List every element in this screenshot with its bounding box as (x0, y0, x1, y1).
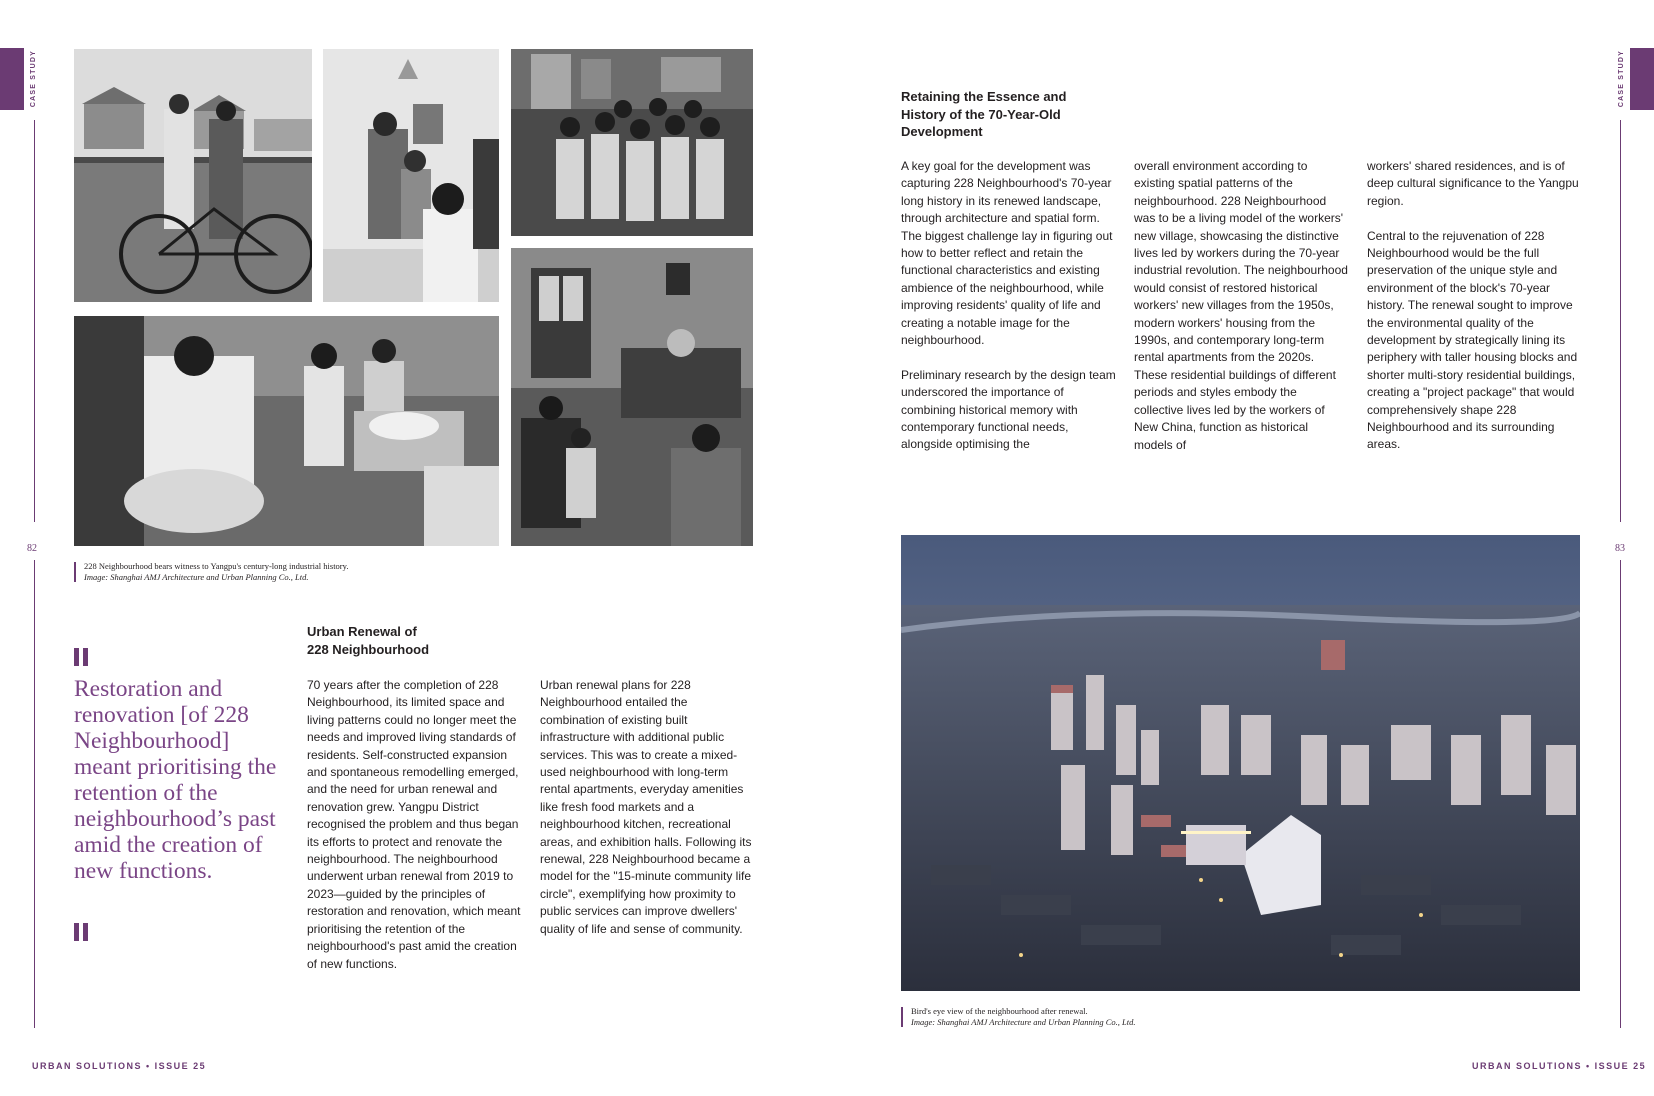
photo-family-living-room (511, 248, 753, 546)
photo-couple-bicycle (74, 49, 312, 302)
footer-right: URBAN SOLUTIONS • ISSUE 25 (1472, 1061, 1647, 1071)
side-rule (1620, 560, 1621, 1028)
pull-quote: Restoration and renovation [of 228 Neighbourhood] meant prioritising the retention of the neighbourhood’s past amid the creation of new functions. (74, 676, 277, 884)
left-body-col2 (540, 677, 755, 938)
footer-left: URBAN SOLUTIONS • ISSUE 25 (32, 1061, 207, 1071)
side-rule (34, 120, 35, 522)
heading-line: Development (901, 124, 983, 139)
right-body-col3 (1367, 158, 1582, 454)
left-caption (74, 561, 474, 583)
photo-family-portrait-wall (323, 49, 499, 302)
right-caption (901, 1006, 1301, 1028)
side-tab-right (1630, 48, 1654, 110)
quote-mark-close (74, 923, 90, 941)
heading-line: Retaining the Essence and (901, 89, 1067, 104)
side-label-left: CASE STUDY (30, 50, 37, 108)
right-body-col1 (901, 158, 1116, 454)
photo-women-kitchen (74, 316, 499, 546)
right-caption-credit: Image: Shanghai AMJ Architecture and Urban Planning Co., Ltd. (911, 1017, 1136, 1027)
page-number-left: 82 (27, 543, 37, 554)
paragraph: Preliminary research by the design team underscored the importance of combining historical memory with contemporary functional needs, alongside optimising the (901, 367, 1116, 452)
paragraph: overall environment according to existing spatial patterns of the neighbourhood. 228 Neighbourhood was to be a living model of the workers' new village, showcasing the distinctive lives led by workers during the 70-year industrial revolution. The neighbourhood would consist of restored historical workers' new villages from the 1950s, modern workers' housing from the 1990s, and contemporary long-term rental apartments from the 2020s. These residential buildings of different periods and styles embody the collective lives led by the workers of New China, function as historical models of (1134, 159, 1348, 452)
side-rule (34, 560, 35, 1028)
paragraph: Urban renewal plans for 228 Neighbourhood entailed the combination of existing built infrastructure with additional public services. This was to create a mixed-used neighbourhood with long-term rental apartments, everyday amenities like fresh food markets and a neighbourhood kitchen, recreational areas, and exhibition halls. Following its renewal, 228 Neighbourhood became a model for the "15-minute community life circle", exemplifying how proximity to public services can improve dwellers' quality of life and sense of community. (540, 678, 752, 936)
paragraph: workers' shared residences, and is of deep cultural significance to the Yangpu region. (1367, 159, 1579, 208)
side-rule (1620, 120, 1621, 522)
section-heading-urban-renewal (307, 623, 527, 658)
paragraph: A key goal for the development was capturing 228 Neighbourhood's 70-year long history in its renewed landscape, through architecture and spatial form. The biggest challenge lay in figuring out how to better reflect and retain the functional characteristics and existing ambience of the neighbourhood, while improving residents' quality of life and creating a notable image for the neighbourhood. (901, 159, 1113, 348)
paragraph: Central to the rejuvenation of 228 Neighbourhood would be the full preservation of the unique style and environment of the block's 70-year history. The renewal sought to improve the environmental quality of the development by strategically lining its periphery with taller housing blocks and shorter multi-story residential buildings, creating a "project package" that would comprehensively shape 228 Neighbourhood and its surrounding areas. (1367, 228, 1578, 452)
photo-group-portrait (511, 49, 753, 236)
page-number-right: 83 (1615, 543, 1625, 554)
quote-mark-open (74, 648, 90, 666)
heading-line: History of the 70-Year-Old (901, 106, 1061, 122)
heading-line: Urban Renewal of (307, 624, 417, 639)
photo-aerial-neighbourhood (901, 535, 1580, 991)
left-body-col1 (307, 677, 522, 973)
heading-line: 228 Neighbourhood (307, 641, 430, 657)
left-caption-credit: Image: Shanghai AMJ Architecture and Urban Planning Co., Ltd. (84, 572, 309, 582)
section-heading-retaining-essence (901, 88, 1131, 141)
right-body-col2 (1134, 158, 1349, 454)
paragraph: 70 years after the completion of 228 Neighbourhood, its limited space and living patterns could no longer meet the needs and improved living standards of residents. Self-constructed expansion and spontaneous remodelling emerged, and the need for urban renewal and renovation grew. Yangpu District recognised the problem and thus began its efforts to protect and renovate the neighbourhood. The neighbourhood underwent urban renewal from 2019 to 2023—guided by the principles of restoration and renovation, which meant prioritising the retention of the neighbourhood's past amid the creation of new functions. (307, 678, 521, 971)
side-tab-left (0, 48, 24, 110)
side-label-right: CASE STUDY (1618, 50, 1625, 108)
right-caption-text: Bird's eye view of the neighbourhood after renewal. (911, 1006, 1088, 1016)
left-caption-text: 228 Neighbourhood bears witness to Yangpu's century-long industrial history. (84, 561, 349, 571)
